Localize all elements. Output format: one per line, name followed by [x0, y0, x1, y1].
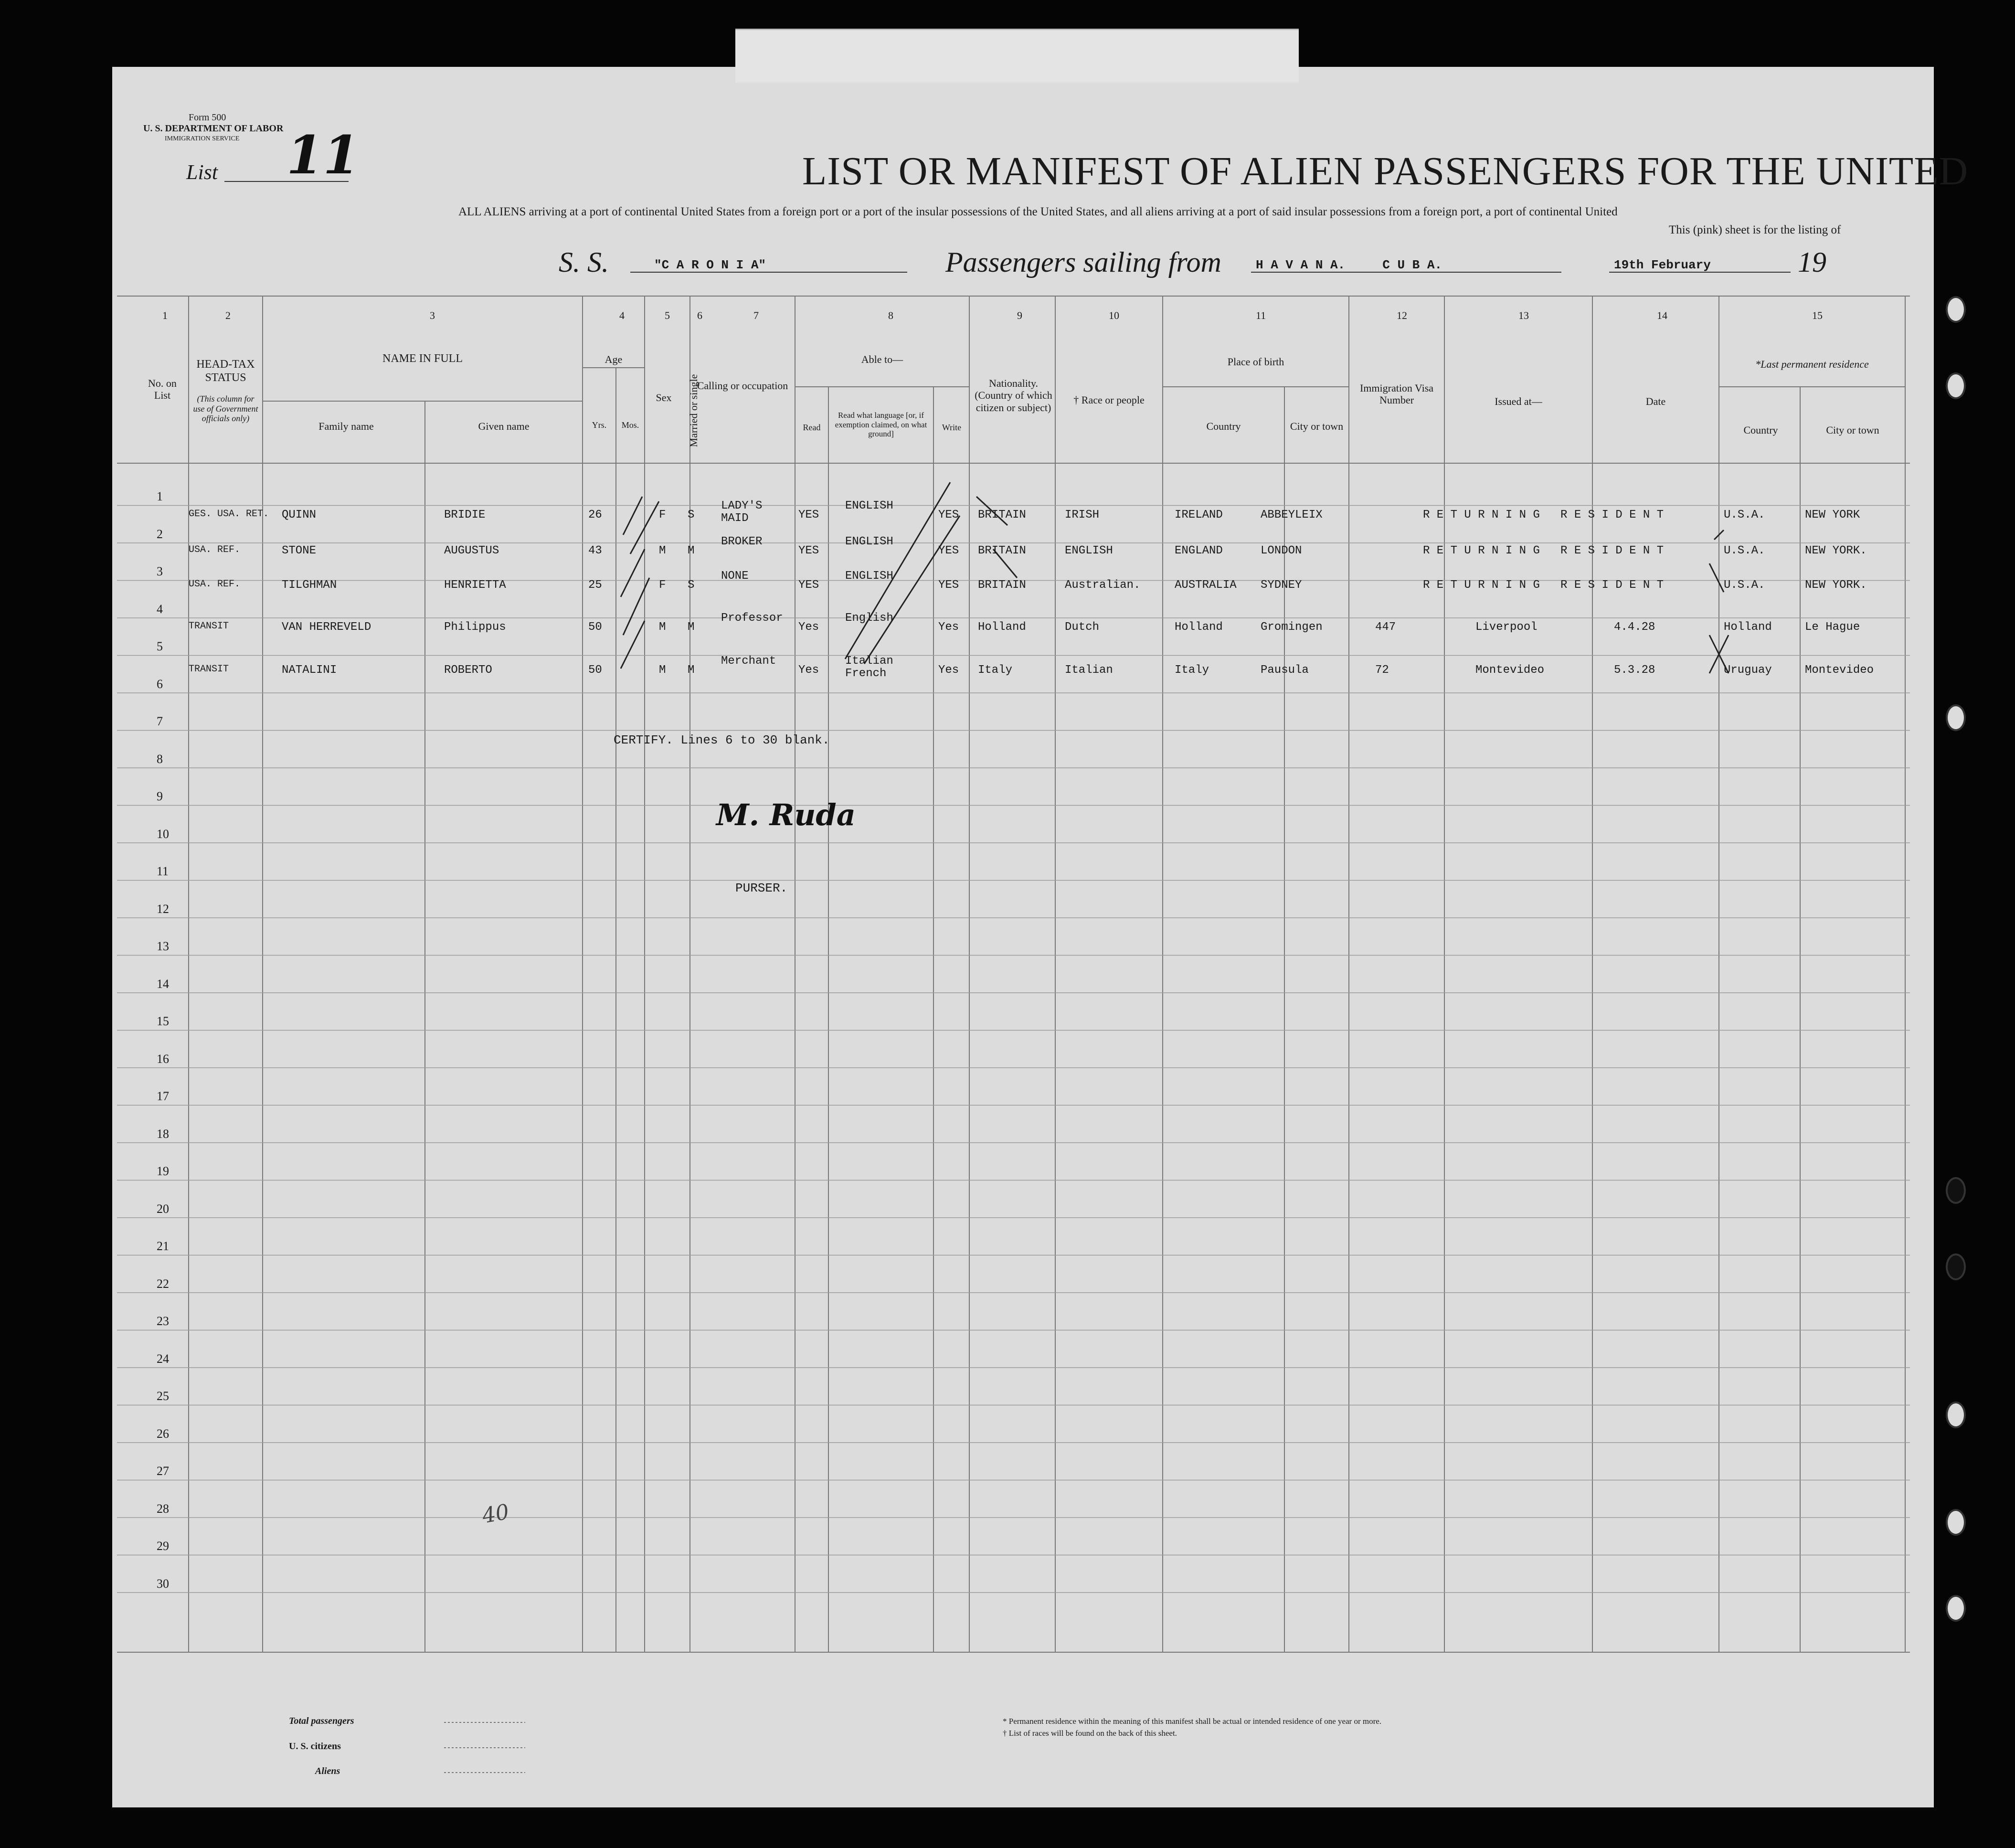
column-number: 3 [430, 309, 435, 321]
sailing-date: 19th February [1614, 258, 1711, 272]
ss-label: S. S. [559, 246, 609, 278]
write-cell: YES [938, 509, 959, 521]
residence-country-cell: U.S.A. [1724, 509, 1765, 521]
header-write: Write [942, 423, 962, 432]
head-tax-cell: USA. REF. [189, 579, 241, 590]
header-name-in-full: NAME IN FULL [382, 352, 463, 365]
column-number: 14 [1657, 309, 1667, 321]
row-number: 17 [157, 1089, 169, 1103]
header-birth-city: City or town [1290, 420, 1344, 432]
manifest-subtitle-line1: ALL ALIENS arriving at a port of continental United States from a foreign port or a port of the insular possessions of the United States, and all aliens arriving at a port of said insular possessions from a foreign port, a port of continental United [458, 205, 1618, 218]
row-number: 30 [157, 1576, 169, 1591]
nationality-cell: Holland [978, 621, 1026, 634]
row-number: 26 [157, 1426, 169, 1441]
family-name-cell: TILGHMAN [282, 579, 337, 592]
sex-cell: F [659, 579, 666, 592]
issued-at-cell: R E T U R N I N G R E S I D E N T [1423, 544, 1664, 557]
row-number: 12 [157, 902, 169, 916]
given-name-cell: AUGUSTUS [444, 544, 499, 557]
issue-date-cell: 5.3.28 [1614, 664, 1655, 677]
department-label: U. S. DEPARTMENT OF LABOR [143, 123, 284, 134]
row-number: 6 [157, 677, 163, 691]
header-age: Age [604, 353, 623, 365]
header-place-of-birth: Place of birth [1227, 356, 1284, 368]
row-number: 5 [157, 639, 163, 653]
column-number: 8 [888, 309, 893, 321]
row-number: 13 [157, 939, 169, 953]
married-cell: M [688, 664, 695, 677]
calling-cell: LADY'S MAID [721, 499, 763, 525]
language-cell: ENGLISH [845, 499, 893, 512]
certify-note: CERTIFY. Lines 6 to 30 blank. [614, 733, 830, 747]
binder-hole [1946, 1595, 1966, 1622]
residence-country-cell: U.S.A. [1724, 579, 1765, 592]
footer-note-races: † List of races will be found on the back of this sheet. [1003, 1729, 1177, 1738]
footer-total: Total passengers [289, 1716, 354, 1726]
header-calling: Calling or occupation [697, 380, 788, 392]
read-cell: YES [798, 509, 819, 521]
birth-city-cell: SYDNEY [1261, 579, 1302, 592]
married-cell: S [688, 579, 695, 592]
row-number: 3 [157, 564, 163, 578]
residence-city-cell: NEW YORK. [1805, 544, 1867, 557]
row-number: 11 [157, 864, 169, 878]
sex-cell: F [659, 509, 666, 521]
calling-cell: BROKER [721, 535, 763, 548]
header-given-name: Given name [478, 420, 530, 432]
read-cell: Yes [798, 664, 819, 677]
write-cell: YES [938, 544, 959, 557]
header-res-city: City or town [1826, 424, 1879, 436]
nationality-cell: Italy [978, 664, 1013, 677]
row-number: 14 [157, 977, 169, 991]
header-last-residence: *Last permanent residence [1755, 358, 1869, 370]
nationality-cell: BRITAIN [978, 544, 1026, 557]
footer-aliens: Aliens [315, 1766, 340, 1776]
issued-at-cell: R E T U R N I N G R E S I D E N T [1423, 509, 1664, 521]
sailing-label: Passengers sailing from [945, 246, 1221, 278]
binder-hole [1946, 1253, 1966, 1280]
purser-signature: M. Ruda [716, 797, 856, 832]
nationality-cell: BRITAIN [978, 509, 1026, 521]
calling-cell: Merchant [721, 655, 776, 668]
head-tax-cell: TRANSIT [189, 664, 229, 675]
age-cell: 43 [588, 544, 602, 557]
column-number: 9 [1017, 309, 1022, 321]
issue-date-cell: 4.4.28 [1614, 621, 1655, 634]
header-sex: Sex [656, 392, 672, 404]
race-cell: Australian. [1065, 579, 1141, 592]
header-issue-date: Date [1645, 395, 1666, 407]
column-number: 1 [162, 309, 168, 321]
race-cell: ENGLISH [1065, 544, 1113, 557]
header-mos: Mos. [621, 420, 639, 430]
row-number: 24 [157, 1351, 169, 1366]
visa-cell: 447 [1375, 621, 1396, 634]
column-number: 5 [665, 309, 670, 321]
residence-country-cell: Holland [1724, 621, 1772, 634]
binder-hole [1946, 1177, 1966, 1204]
given-name-cell: HENRIETTA [444, 579, 506, 592]
sex-cell: M [659, 664, 666, 677]
row-number: 25 [157, 1389, 169, 1403]
column-number: 15 [1812, 309, 1823, 321]
binder-hole [1946, 372, 1966, 399]
row-number: 2 [157, 527, 163, 541]
family-name-cell: VAN HERREVELD [282, 621, 371, 634]
residence-country-cell: U.S.A. [1724, 544, 1765, 557]
ship-name: "C A R O N I A" [654, 258, 766, 272]
column-number: 7 [753, 309, 759, 321]
footer-citizens: U. S. citizens [289, 1741, 341, 1752]
binder-hole [1946, 1509, 1966, 1536]
sex-cell: M [659, 544, 666, 557]
language-cell: ENGLISH [845, 570, 893, 583]
head-tax-cell: GES. USA. RET. [189, 509, 269, 520]
header-read: Read [803, 423, 821, 432]
language-cell: Italian French [845, 655, 893, 680]
row-number: 7 [157, 714, 163, 728]
header-nationality: Nationality. (Country of which citizen or subject) [975, 377, 1052, 414]
write-cell: Yes [938, 621, 959, 634]
row-number: 29 [157, 1539, 169, 1553]
birth-country-cell: ENGLAND [1175, 544, 1223, 557]
age-cell: 25 [588, 579, 602, 592]
header-res-country: Country [1743, 424, 1778, 436]
residence-country-cell: Uruguay [1724, 664, 1772, 677]
header-visa: Immigration Visa Number [1359, 382, 1434, 406]
column-number: 11 [1256, 309, 1266, 321]
column-number: 13 [1518, 309, 1529, 321]
given-name-cell: ROBERTO [444, 664, 492, 677]
birth-city-cell: ABBEYLEIX [1261, 509, 1323, 521]
age-cell: 50 [588, 664, 602, 677]
row-number: 22 [157, 1276, 169, 1291]
column-number: 12 [1397, 309, 1407, 321]
row-number: 18 [157, 1126, 169, 1141]
header-yrs: Yrs. [592, 420, 607, 430]
header-no-on-list: No. on List [148, 377, 177, 402]
header-read-language: Read what language [or, if exemption claimed, on what ground] [835, 411, 927, 439]
calling-cell: Professor [721, 612, 783, 625]
column-number: 4 [619, 309, 625, 321]
race-cell: Dutch [1065, 621, 1100, 634]
read-cell: Yes [798, 621, 819, 634]
issued-at-cell: Liverpool [1475, 621, 1538, 634]
issued-at-cell: R E T U R N I N G R E S I D E N T [1423, 579, 1664, 592]
residence-city-cell: NEW YORK [1805, 509, 1860, 521]
manifest-title: LIST OR MANIFEST OF ALIEN PASSENGERS FOR THE UNITED [802, 149, 1969, 193]
row-number: 20 [157, 1201, 169, 1216]
residence-city-cell: Le Hague [1805, 621, 1860, 634]
column-number: 2 [225, 309, 231, 321]
service-label: IMMIGRATION SERVICE [165, 135, 240, 142]
footer-note-residence: * Permanent residence within the meaning of this manifest shall be actual or intended residence of one year or more. [1003, 1717, 1382, 1726]
purser-label: PURSER. [735, 881, 788, 895]
binder-hole [1946, 1402, 1966, 1428]
birth-country-cell: IRELAND [1175, 509, 1223, 521]
married-cell: M [688, 544, 695, 557]
row-number: 27 [157, 1464, 169, 1478]
row-number: 21 [157, 1239, 169, 1253]
family-name-cell: STONE [282, 544, 317, 557]
row-number: 28 [157, 1501, 169, 1516]
age-cell: 26 [588, 509, 602, 521]
residence-city-cell: NEW YORK. [1805, 579, 1867, 592]
write-cell: Yes [938, 664, 959, 677]
row-number: 19 [157, 1164, 169, 1178]
given-name-cell: Philippus [444, 621, 506, 634]
birth-country-cell: AUSTRALIA [1175, 579, 1237, 592]
read-cell: YES [798, 579, 819, 592]
header-race: † Race or people [1073, 394, 1145, 406]
race-cell: Italian [1065, 664, 1113, 677]
row-number: 10 [157, 827, 169, 841]
column-number: 10 [1109, 309, 1119, 321]
birth-city-cell: Pausula [1261, 664, 1309, 677]
row-number: 9 [157, 789, 163, 803]
visa-cell: 72 [1375, 664, 1389, 677]
read-cell: YES [798, 544, 819, 557]
row-number: 15 [157, 1014, 169, 1028]
header-family-name: Family name [318, 420, 374, 432]
row-number: 1 [157, 489, 163, 503]
nationality-cell: BRITAIN [978, 579, 1026, 592]
birth-country-cell: Holland [1175, 621, 1223, 634]
issued-at-cell: Montevideo [1475, 664, 1545, 677]
residence-city-cell: Montevideo [1805, 664, 1874, 677]
port-name: H A V A N A. C U B A. [1256, 258, 1442, 272]
birth-country-cell: Italy [1175, 664, 1209, 677]
birth-city-cell: Gromingen [1261, 621, 1323, 634]
list-label: List [186, 160, 218, 184]
binder-hole [1946, 296, 1966, 323]
form-number: Form 500 [189, 112, 226, 123]
header-issued-at: Issued at— [1495, 395, 1542, 407]
married-cell: M [688, 621, 695, 634]
header-head-tax-note: (This column for use of Government officials only) [193, 394, 258, 424]
married-cell: S [688, 509, 695, 521]
header-married: Married or single [688, 374, 700, 447]
birth-city-cell: LONDON [1261, 544, 1302, 557]
write-cell: YES [938, 579, 959, 592]
language-cell: English [845, 612, 893, 625]
sailing-year: 19 [1798, 246, 1826, 278]
given-name-cell: BRIDIE [444, 509, 486, 521]
race-cell: IRISH [1065, 509, 1100, 521]
row-number: 8 [157, 752, 163, 766]
row-number: 4 [157, 602, 163, 616]
header-birth-country: Country [1206, 420, 1241, 432]
calling-cell: NONE [721, 570, 749, 583]
language-cell: ENGLISH [845, 535, 893, 548]
row-number: 16 [157, 1051, 169, 1066]
header-able-to: Able to— [861, 353, 903, 365]
sex-cell: M [659, 621, 666, 634]
age-cell: 50 [588, 621, 602, 634]
head-tax-cell: USA. REF. [189, 544, 241, 555]
head-tax-cell: TRANSIT [189, 621, 229, 632]
family-name-cell: NATALINI [282, 664, 337, 677]
manifest-subtitle-line2: This (pink) sheet is for the listing of [1669, 223, 1841, 236]
row-number: 23 [157, 1314, 169, 1328]
header-head-tax: HEAD-TAX STATUS [196, 358, 255, 384]
family-name-cell: QUINN [282, 509, 317, 521]
binder-hole [1946, 704, 1966, 731]
page-count-mark: 40 [480, 1499, 511, 1529]
column-number: 6 [697, 309, 702, 321]
list-number: 11 [286, 124, 360, 186]
